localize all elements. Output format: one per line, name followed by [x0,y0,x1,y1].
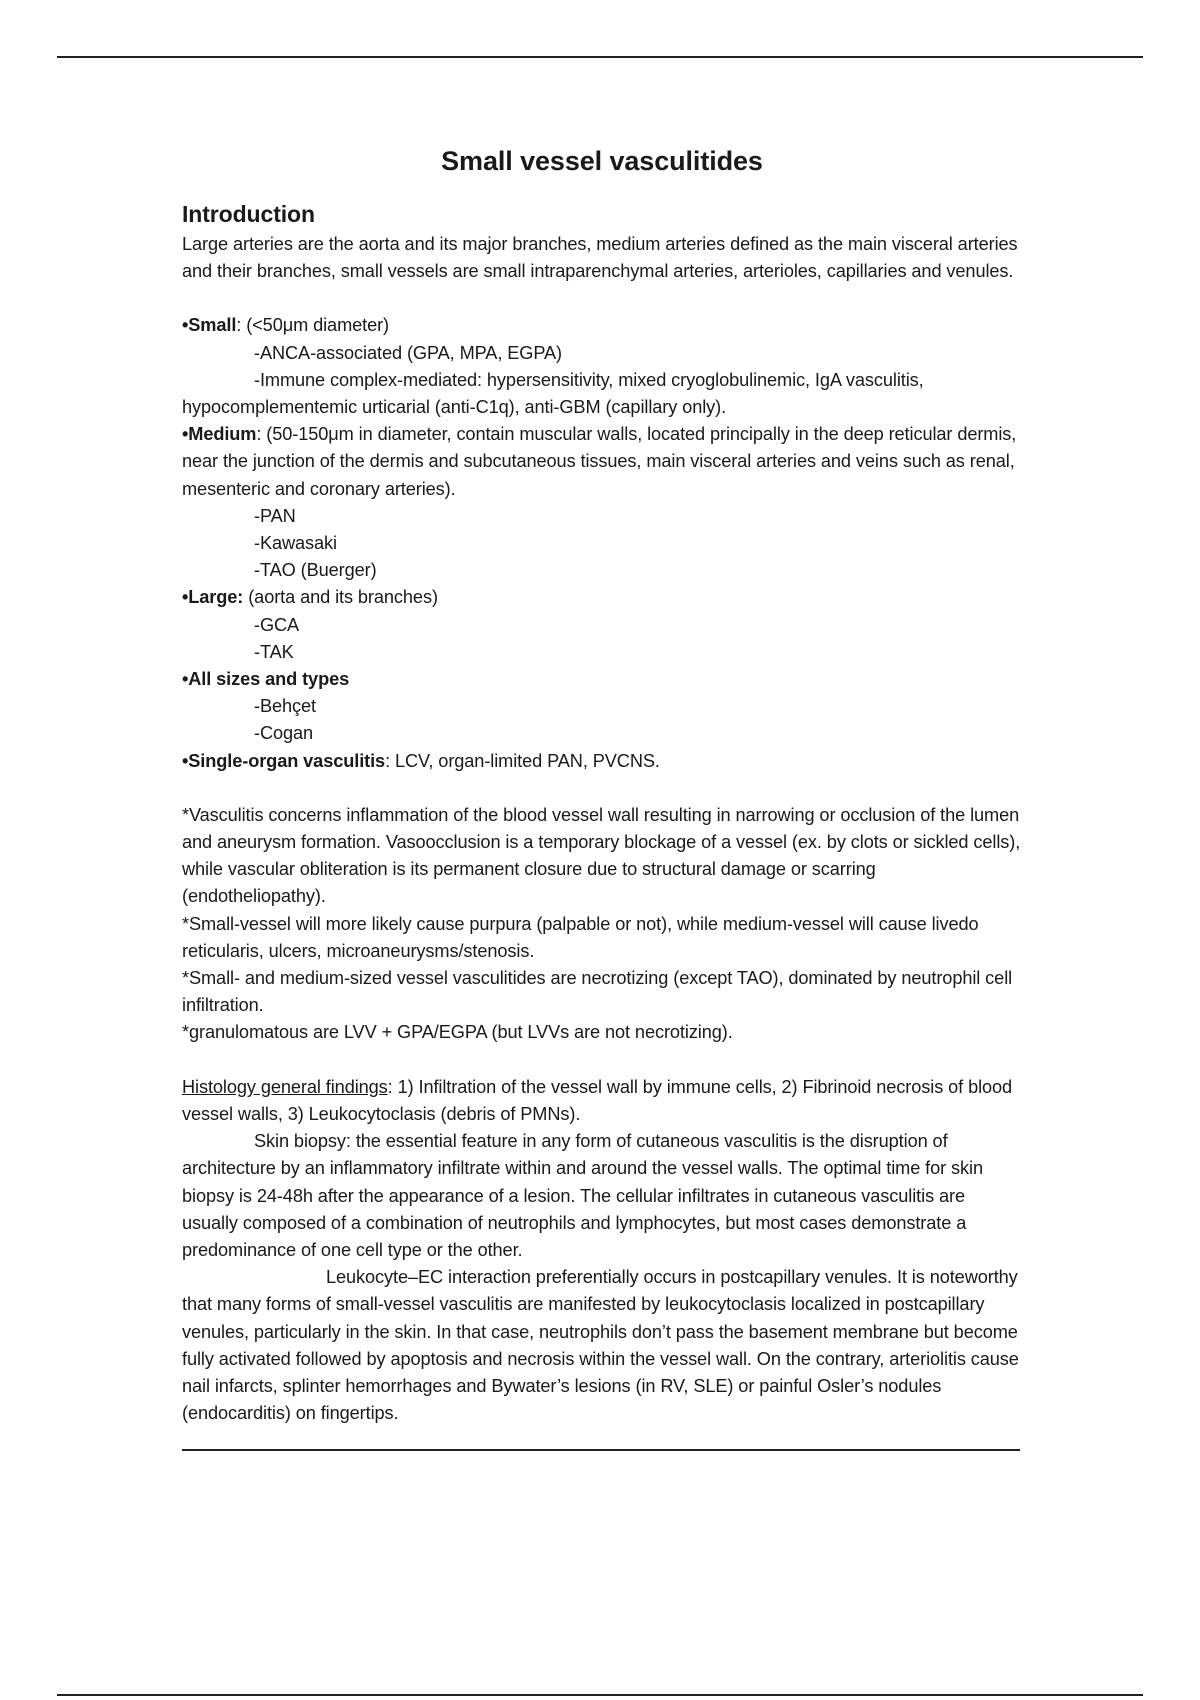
leukocyte-paragraph [182,1264,1022,1427]
large-item: -GCA [254,614,300,635]
single-organ-desc: : LCV, organ-limited PAN, PVCNS. [385,750,660,771]
intro-text: Large arteries are the aorta and its major branches, medium arteries defined as the main visceral arteries and their branches, small vessels are small intraparenchymal arteries, arterioles, capillaries and venules. [182,234,1018,282]
spacer [182,285,1022,312]
leukocyte-text: Leukocyte–EC interaction preferentially occurs in postcapillary venules. It is noteworthy that many forms of small-vessel vasculitis are manifested by leukocytoclasis localized in postcapillary venules, particularly in the skin. In that case, neutrophils don’t pass the basement membrane but become fully activated followed by apoptosis and necrosis within the vessel wall. On the contrary, arteriolitis cause nail infarcts, splinter hemorrhages and Bywater’s lesions (in RV, SLE) or painful Osler’s nodules (endocarditis) on fingertips. [182,1267,1019,1424]
section-end-rule [182,1449,1020,1451]
all-sizes-item: -Cogan [254,723,314,744]
note-paragraph: *granulomatous are LVV + GPA/EGPA (but LVVs are not necrotizing). [182,1022,733,1043]
large-entry [182,584,1022,611]
large-item: -TAK [254,641,294,662]
medium-item: -PAN [254,505,296,526]
all-sizes-entry [182,666,1022,693]
large-desc: (aorta and its branches) [243,587,438,608]
spacer [182,1047,1022,1074]
spacer [182,775,1022,802]
histology-text: : 1) Infiltration of the vessel wall by immune cells, 2) Fibrinoid necrosis of blood vessel walls, 3) Leukocytoclasis (debris of PMNs). [182,1076,1013,1124]
small-entry [182,312,1022,339]
medium-label: •Medium [182,424,257,445]
skin-biopsy-text: Skin biopsy: the essential feature in any form of cutaneous vasculitis is the disruption of architecture by an inflammatory infiltrate within and around the vessel walls. The optimal time for skin biopsy is 24-48h after the appearance of a lesion. The cellular infiltrates in cutaneous vasculitis are usually composed of a combination of neutrophils and lymphocytes, but most cases demonstrate a predominance of one cell type or the other. [182,1131,983,1260]
bottom-rule [57,1694,1143,1696]
histology-label: Histology general findings [182,1076,388,1097]
large-label: •Large: [182,587,244,608]
top-rule [57,56,1143,58]
skin-biopsy-paragraph [182,1128,1022,1264]
all-sizes-item: -Behçet [254,696,316,717]
medium-item: -Kawasaki [254,533,337,554]
single-organ-label: •Single-organ vasculitis [182,750,386,771]
small-anca: -ANCA-associated (GPA, MPA, EGPA) [254,342,562,363]
small-immune-entry [182,367,1022,421]
page-title: Small vessel vasculitides [441,146,763,176]
small-label: •Small [182,315,237,336]
note-paragraph: *Small-vessel will more likely cause purpura (palpable or not), while medium-vessel will cause livedo reticularis, ulcers, microaneurysms/stenosis. [182,913,979,961]
medium-desc: : (50-150μm in diameter, contain muscular walls, located principally in the deep reticular dermis, near the junction of the dermis and subcutaneous tissues, main visceral arteries and veins such as renal, mesenteric and coronary arteries). [182,424,1017,499]
intro-heading: Introduction [182,201,315,227]
all-sizes-label: •All sizes and types [182,669,350,690]
medium-entry [182,421,1022,503]
single-organ-entry [182,748,1022,775]
histology-paragraph [182,1074,1022,1128]
document-body [182,143,1022,1451]
small-desc: : (<50μm diameter) [236,315,390,336]
note-paragraph: *Vasculitis concerns inflammation of the blood vessel wall resulting in narrowing or occlusion of the lumen and aneurysm formation. Vasoocclusion is a temporary blockage of a vessel (ex. by clots or sickled cells), while vascular obliteration is its permanent closure due to structural damage or scarring (endotheliopathy). [182,804,1021,907]
note-paragraph: *Small- and medium-sized vessel vasculitides are necrotizing (except TAO), dominated by neutrophil cell infiltration. [182,968,1013,1016]
medium-item: -TAO (Buerger) [254,560,377,581]
small-immune: -Immune complex-mediated: hypersensitivity, mixed cryoglobulinemic, IgA vasculitis, hypocomplementemic urticarial (anti-C1q), anti-GBM (capillary only). [182,369,924,418]
